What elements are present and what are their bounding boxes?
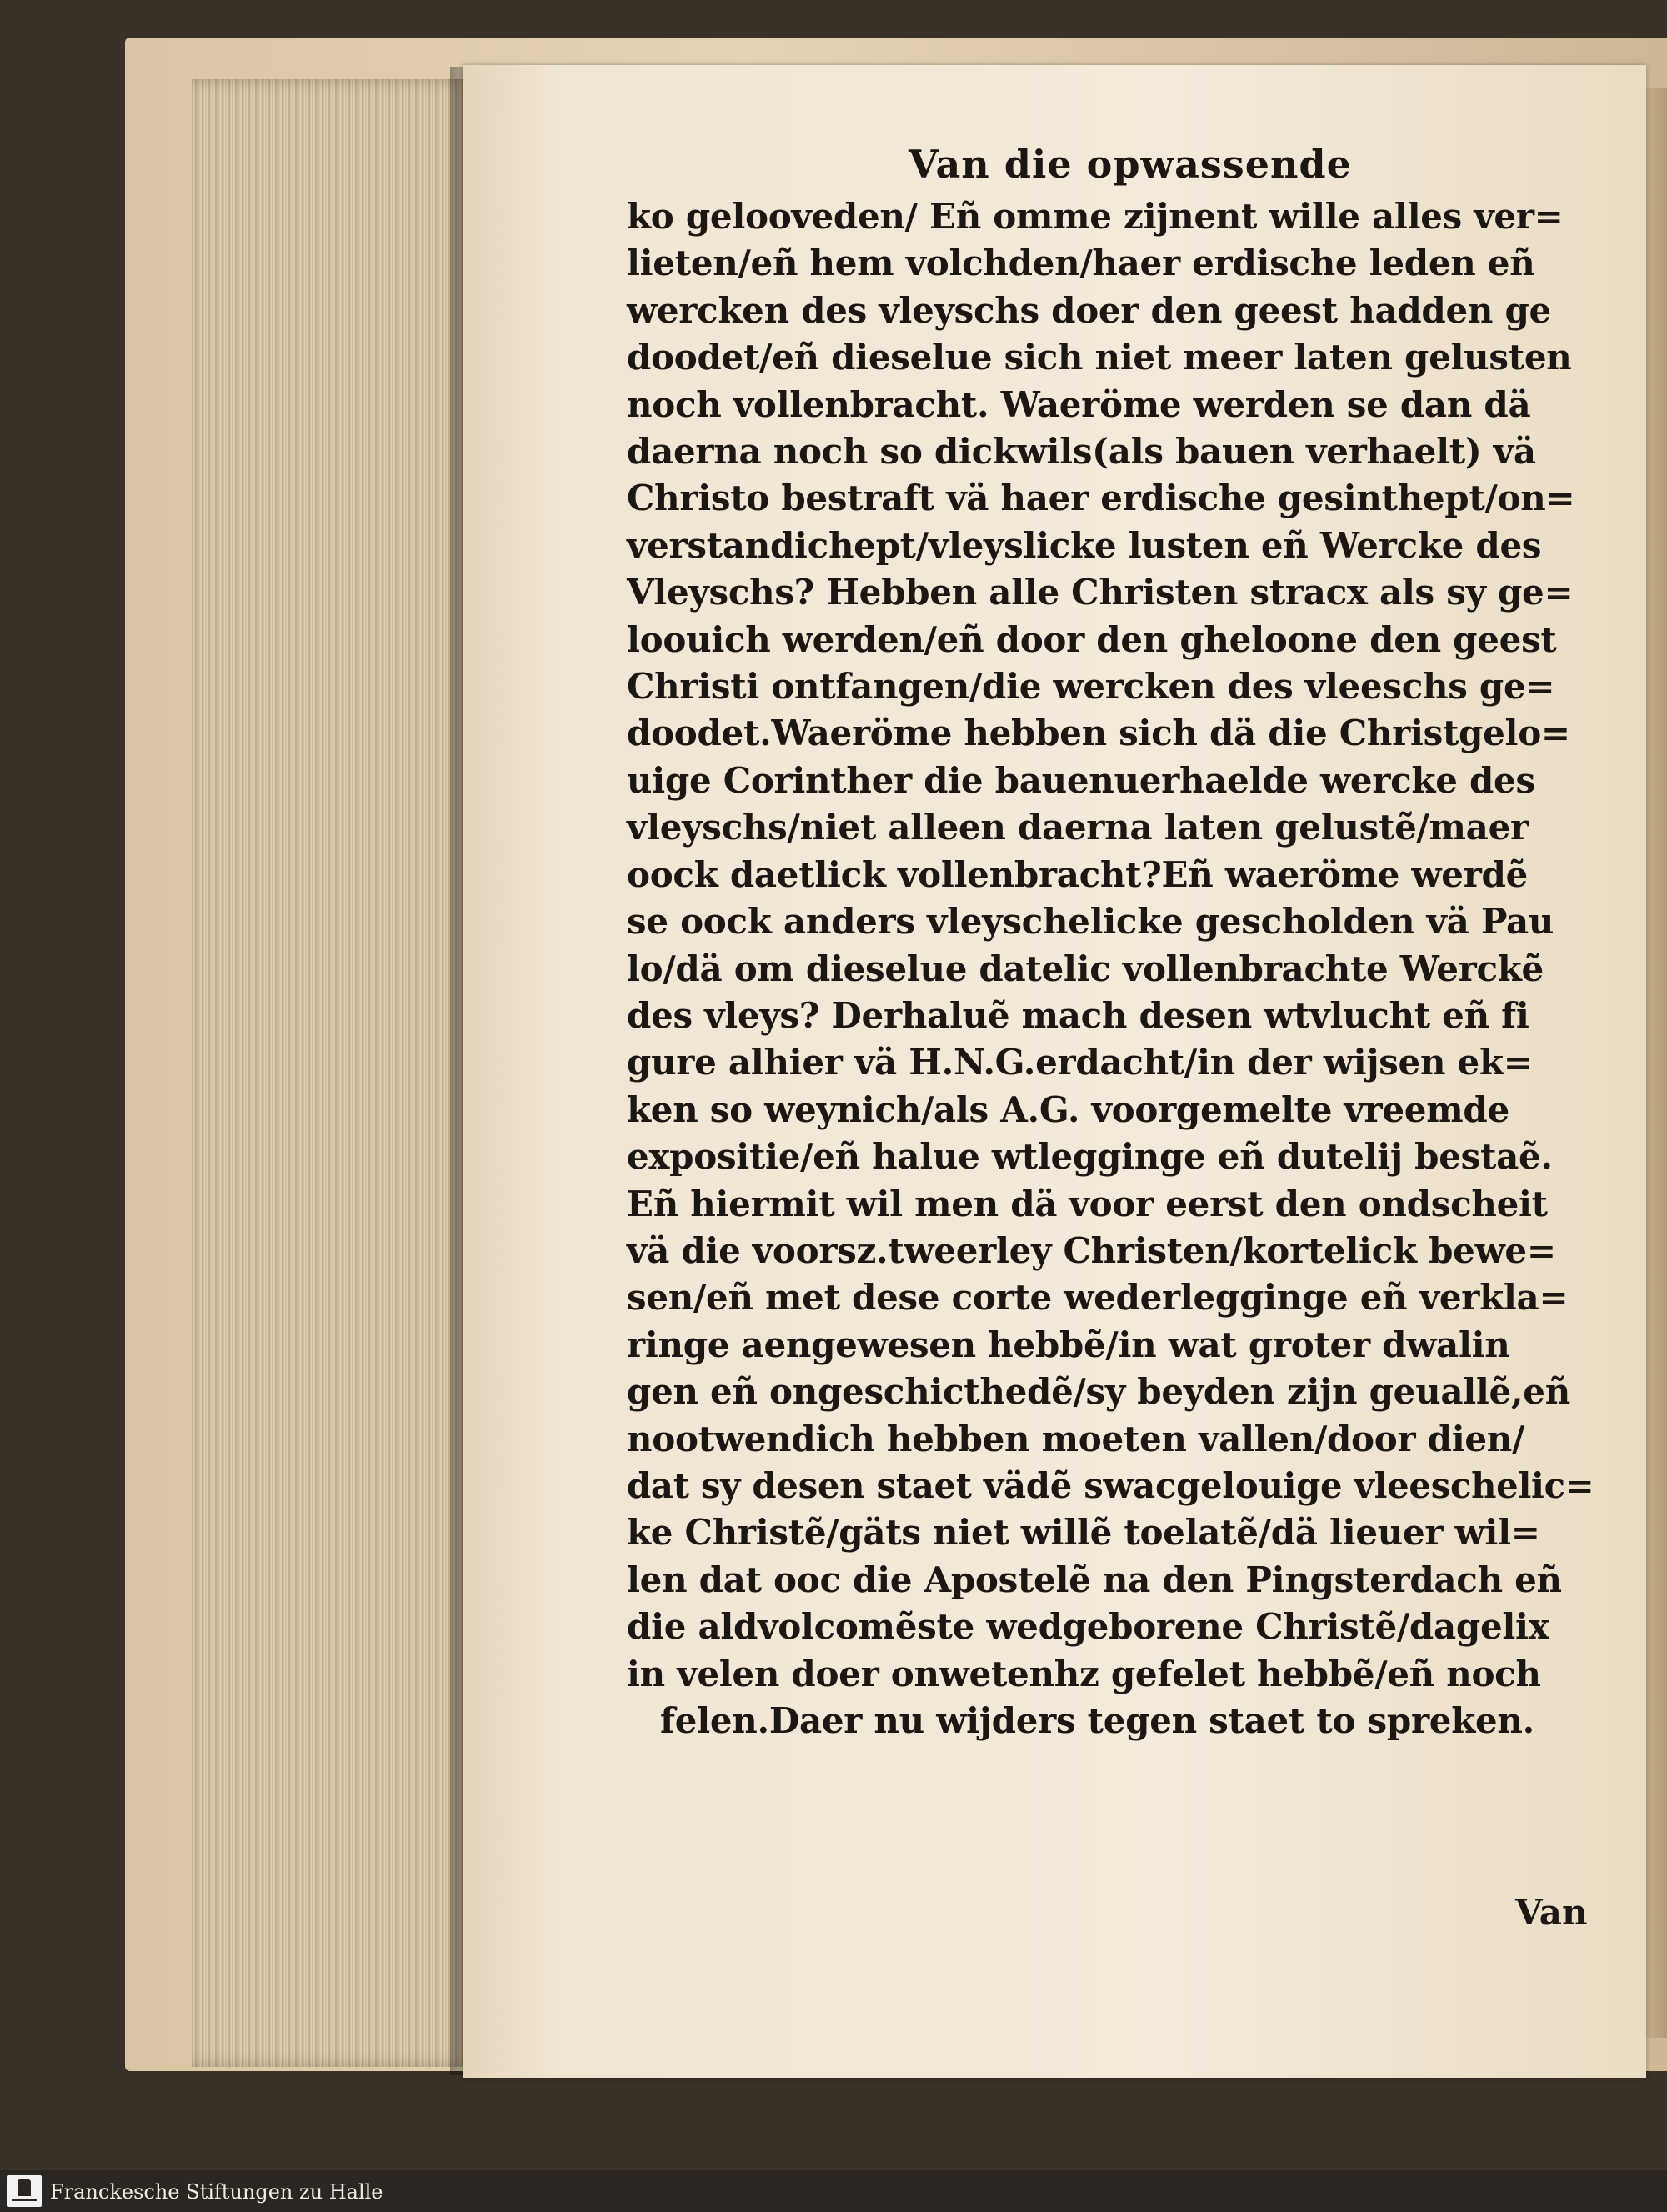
- text-line: Christi ontfangen/die wercken des vleeschs ge=: [627, 666, 1555, 708]
- footer-label: Franckesche Stiftungen zu Halle: [50, 2180, 383, 2204]
- text-line: Christo bestraft vä haer erdische gesinthept/on=: [627, 478, 1575, 519]
- text-line: doodet.Waeröme hebben sich dä die Christgelo=: [627, 713, 1570, 754]
- text-line: daerna noch so dickwils(als bauen verhaelt) vä: [627, 431, 1536, 473]
- text-line: Vleyschs? Hebben alle Christen stracx als sy ge=: [627, 572, 1574, 613]
- text-line: ko gelooveden/ Eñ omme zijnent wille alles ver=: [627, 196, 1564, 237]
- text-line: Eñ hiermit wil men dä voor eerst den ondscheit: [627, 1183, 1548, 1224]
- text-line: gure alhier vä H.N.G.erdacht/in der wijsen ek=: [627, 1042, 1533, 1083]
- text-line: len dat ooc die Apostelẽ na den Pingsterdach eñ: [627, 1559, 1562, 1600]
- text-line: ken so weynich/als A.G. voorgemelte vreemde: [627, 1088, 1509, 1130]
- text-line: dat sy desen staet vädẽ swacgelouige vleeschelic=: [627, 1464, 1594, 1506]
- running-head: Van die opwassende: [909, 142, 1352, 187]
- text-line: ke Christẽ/gäts niet willẽ toelatẽ/dä lieuer wil=: [627, 1512, 1540, 1554]
- text-line: des vleys? Derhaluẽ mach desen wtvlucht eñ fi: [627, 994, 1529, 1036]
- text-line: felen.Daer nu wijders tegen staet to spreken.: [660, 1700, 1534, 1741]
- text-line: expositie/eñ halue wtlegginge eñ dutelij bestaẽ.: [627, 1136, 1553, 1178]
- text-line: lieten/eñ hem volchden/haer erdische leden eñ: [627, 243, 1535, 284]
- text-line: uige Corinther die bauenuerhaelde wercke des: [627, 759, 1535, 801]
- text-line: nootwendich hebben moeten vallen/door dien/: [627, 1418, 1525, 1459]
- text-line: wercken des vleyschs doer den geest hadden ge: [627, 289, 1551, 331]
- text-line: verstandichept/vleyslicke lusten eñ Wercke des: [627, 524, 1542, 566]
- text-line: lo/dä om dieselue datelic vollenbrachte Werckẽ: [627, 948, 1544, 989]
- footer-bar: [0, 2170, 1667, 2212]
- text-block: [627, 193, 1594, 1744]
- text-line: doodet/eñ dieselue sich niet meer laten gelusten: [627, 337, 1572, 378]
- text-line: die aldvolcomẽste wedgeborene Christẽ/dagelix: [627, 1606, 1549, 1648]
- text-line: noch vollenbracht. Waeröme werden se dan dä: [627, 383, 1531, 425]
- institution-logo-icon: [7, 2175, 42, 2207]
- text-line: in velen doer onwetenhz gefelet hebbẽ/eñ noch: [627, 1653, 1541, 1694]
- text-line: sen/eñ met dese corte wederlegginge eñ verkla=: [627, 1277, 1569, 1319]
- text-line: vä die voorsz.tweerley Christen/kortelick bewe=: [627, 1229, 1556, 1271]
- page-edges: [192, 79, 467, 2067]
- catchword: Van: [1515, 1892, 1588, 1933]
- text-line: ringe aengewesen hebbẽ/in wat groter dwalin: [627, 1324, 1510, 1365]
- text-line: gen eñ ongeschicthedẽ/sy beyden zijn geuallẽ,eñ: [627, 1371, 1570, 1413]
- text-line: oock daetlick vollenbracht?Eñ waeröme werdẽ: [627, 853, 1529, 895]
- text-line: vleyschs/niet alleen daerna laten gelustẽ/maer: [627, 807, 1529, 848]
- text-line: se oock anders vleyschelicke gescholden vä Pau: [627, 901, 1554, 943]
- text-line: loouich werden/eñ door den gheloone den geest: [627, 618, 1557, 660]
